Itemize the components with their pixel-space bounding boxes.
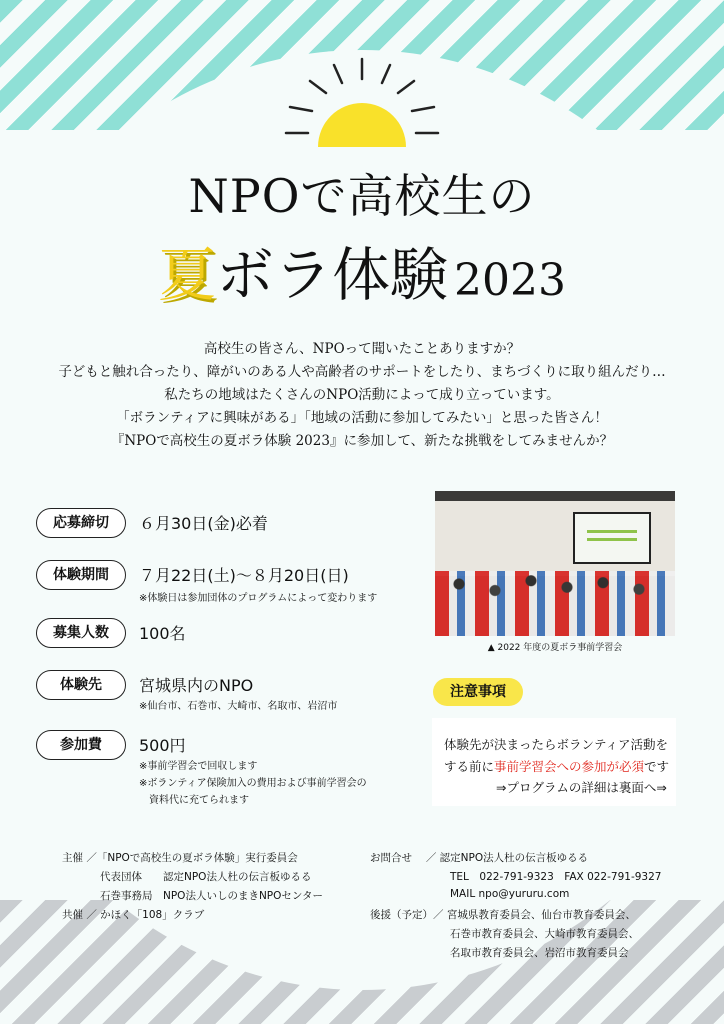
notice-box xyxy=(432,718,676,806)
intro-line: 高校生の皆さん、NPOって聞いたことありますか？ xyxy=(203,341,521,357)
intro-text xyxy=(0,338,724,453)
notice-line xyxy=(444,755,669,778)
title-rest: ボラ体験 xyxy=(216,241,449,309)
place-note: ※仙台市、石巻市、大崎市、名取市、岩沼市 xyxy=(139,701,338,712)
footer-organizer: 主催 ／「NPOで高校生の夏ボラ体験」実行委員会 xyxy=(62,852,298,864)
fee-note: 資料代に充てられます xyxy=(149,795,249,806)
place-label: 体験先 xyxy=(36,670,126,700)
deadline-label: 応募締切 xyxy=(36,508,126,538)
notice-text: です xyxy=(644,759,670,774)
intro-line: 私たちの地域はたくさんのNPO活動によって成り立っています。 xyxy=(164,387,560,403)
footer-ishinomaki: 石巻事務局 NPO法人いしのまきNPOセンター xyxy=(100,890,323,902)
footer-tel: TEL 022-791-9323 FAX 022-791-9327 xyxy=(450,871,662,883)
footer-support: 後援（予定）／ 宮城県教育委員会、仙台市教育委員会、 xyxy=(370,909,636,921)
notice-badge: 注意事項 xyxy=(433,678,523,706)
intro-line: 『NPOで高校生の夏ボラ体験 2023』に参加して、新たな挑戦をしてみませんか？ xyxy=(110,433,614,449)
title-year: 2023 xyxy=(454,255,566,306)
footer-support: 名取市教育委員会、岩沼市教育委員会 xyxy=(450,947,629,959)
sun-icon xyxy=(282,55,442,155)
deadline-value: ６月30日(金)必着 xyxy=(139,514,268,533)
fee-label: 参加費 xyxy=(36,730,126,760)
title-highlight: 夏 xyxy=(157,241,216,309)
intro-line: 子どもと触れ合ったり、障がいのある人や高齢者のサポートをしたり、まちづくりに取り組んだり… xyxy=(58,364,666,380)
fee-note: ※ボランティア保険加入の費用および事前学習会の xyxy=(139,778,367,789)
period-note: ※体験日は参加団体のプログラムによって変わります xyxy=(139,593,378,604)
footer-contact: お問合せ ／ 認定NPO法人杜の伝言板ゆるる xyxy=(370,852,589,864)
footer-mail: MAIL npo@yururu.com xyxy=(450,888,570,900)
notice-line: ⇒プログラムの詳細は裏面へ⇒ xyxy=(496,780,667,795)
title-line1: NPOで高校生の xyxy=(188,169,536,223)
capacity-value: 100名 xyxy=(139,624,186,643)
intro-line: 「ボランティアに興味がある」「地域の活動に参加してみたい」と思った皆さん！ xyxy=(116,410,608,426)
notice-text: する前に xyxy=(444,759,495,774)
notice-required: 事前学習会への参加が必須 xyxy=(494,759,645,774)
projector-screen xyxy=(573,512,651,564)
footer-support: 石巻市教育委員会、大崎市教育委員会、 xyxy=(450,928,639,940)
notice-line: 体験先が決まったらボランティア活動を xyxy=(444,737,669,752)
title-line2 xyxy=(0,228,724,312)
fee-value: 500円 xyxy=(139,736,186,755)
period-value: ７月22日(土)～８月20日(日) xyxy=(139,566,349,585)
period-label: 体験期間 xyxy=(36,560,126,590)
footer-rep: 代表団体 認定NPO法人杜の伝言板ゆるる xyxy=(100,871,312,883)
capacity-label: 募集人数 xyxy=(36,618,126,648)
event-photo xyxy=(435,491,675,636)
place-value: 宮城県内のNPO xyxy=(139,676,254,695)
photo-caption: ▲ 2022 年度の夏ボラ事前学習会 xyxy=(487,643,623,653)
footer-cosponsor: 共催 ／ かほく「108」クラブ xyxy=(62,909,205,921)
fee-note: ※事前学習会で回収します xyxy=(139,761,258,772)
